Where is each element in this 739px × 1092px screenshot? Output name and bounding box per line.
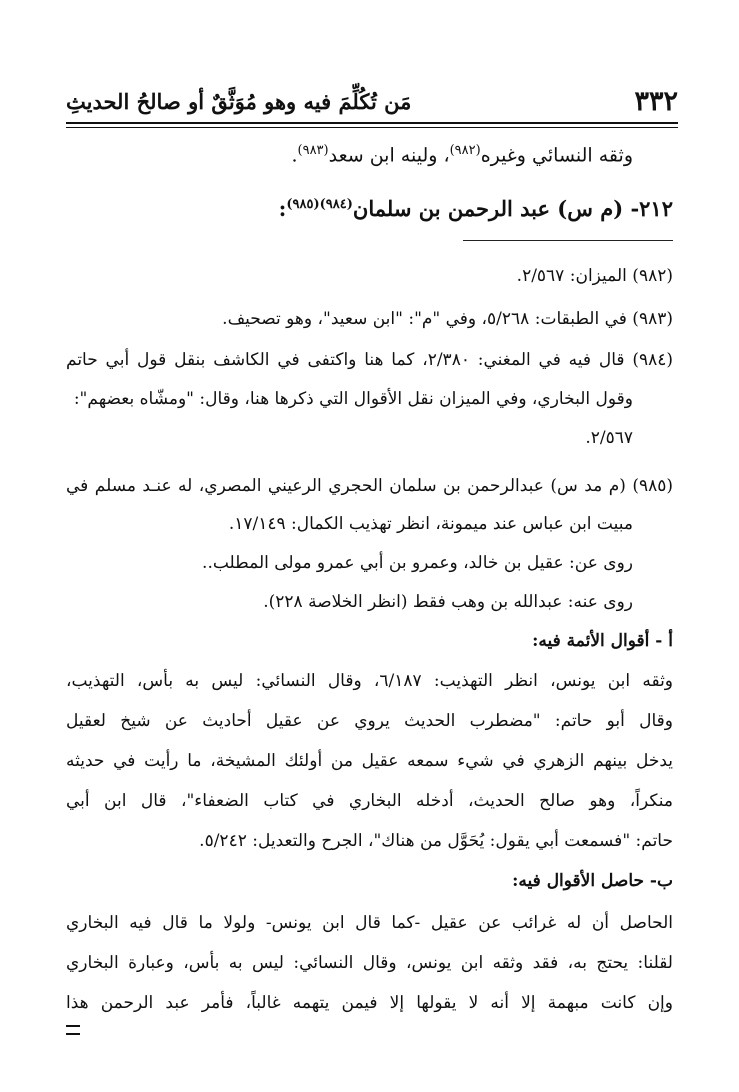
section-a-line: حاتم: "فسمعت أبي يقول: يُحَوَّل من هناك"، الجرح والتعديل: ٥/٢٤٢.: [199, 831, 673, 851]
section-a-line: وثقه ابن يونس، انظر التهذيب: ٦/١٨٧، وقال النسائي: ليس به بأس، التهذيب،: [66, 671, 674, 691]
entry-text: وثقه النسائي وغيره: [480, 144, 633, 167]
entry-text-line: [291, 143, 633, 166]
footnote-ref-982: (٩٨٢): [449, 143, 481, 158]
footnote-refs-984-985: (٩٨٤)(٩٨٥): [286, 197, 353, 212]
footnote-ref-983: (٩٨٣): [297, 143, 329, 158]
section-a-line: وقال أبو حاتم: "مضطرب الحديث يروي عن عقيل أحاديث عن شيخ لعقيل: [66, 711, 673, 731]
entry-text-mid: ، ولينه ابن سعد: [328, 144, 450, 167]
footnote-984-line: ٢/٥٦٧.: [585, 428, 633, 448]
footnote-983: (٩٨٣) في الطبقات: ٥/٢٦٨، وفي "م": "ابن سعيد"، وهو تصحيف.: [222, 309, 673, 329]
section-b-line: لقلنا: يحتج به، فقد وثقه ابن يونس، وقال النسائي: ليس به بأس، وعبارة البخاري: [66, 953, 673, 973]
footnote-982: (٩٨٢) الميزان: ٢/٥٦٧.: [516, 266, 673, 286]
footnote-divider: [463, 240, 673, 241]
header-rule-thin: [66, 127, 678, 128]
footnote-985-line: (٩٨٥) (م مد س) عبدالرحمن بن سلمان الحجري الرعيني المصري، له عنـد مسلم في: [66, 476, 673, 496]
footnote-984-line: وقول البخاري، وفي الميزان نقل الأقوال التي ذكرها هنا، وقال: "ومشّاه بعضهم":: [73, 389, 633, 409]
page-header: [66, 82, 678, 120]
section-b-line: وإن كانت مبهمة إلا أنه لا يقولها إلا فيمن يتهمه غالباً، فأمر عبد الرحمن هذا: [66, 993, 673, 1013]
footnote-985-line: روى عن: عقيل بن خالد، وعمرو بن أبي عمرو مولى المطلب..: [202, 553, 633, 573]
page-number: ٣٣٢: [634, 85, 678, 117]
section-a-title: أ - أقوال الأئمة فيه:: [532, 631, 673, 651]
footnote-985-line: مبيت ابن عباس عند ميمونة، انظر تهذيب الكمال: ١٧/١٤٩.: [228, 514, 633, 534]
entry-text-end: .: [291, 144, 298, 167]
section-a-line: منكراً، وهو صالح الحديث، أدخله البخاري في كتاب الضعفاء"، قال ابن أبي: [66, 791, 673, 811]
footnote-985-line: روى عنه: عبدالله بن وهب فقط (انظر الخلاصة ٢٢٨).: [263, 592, 633, 612]
entry-title-text: ٢١٢- (م س) عبد الرحمن بن سلمان: [352, 196, 673, 221]
continuation-mark: [66, 1025, 80, 1035]
footnote-984-line: (٩٨٤) قال فيه في المغني: ٢/٣٨٠، كما هنا واكتفى في الكاشف بنقل قول أبي حاتم: [66, 350, 674, 370]
running-title: مَن تُكُلِّمَ فيه وهو مُوَثَّقٌ أو صالحُ الحديثِ: [66, 88, 412, 114]
entry-title: [279, 196, 673, 221]
section-a-line: يدخل بينهم الزهري في شيء سمعه عقيل من أولئك المشيخة، ما رأيت في حديثه: [66, 751, 673, 771]
header-rule: [66, 122, 678, 124]
section-b-title: ب- حاصل الأقوال فيه:: [512, 871, 673, 891]
section-b-line: الحاصل أن له غرائب عن عقيل -كما قال ابن يونس- ولولا ما قال فيه البخاري: [66, 913, 673, 933]
entry-title-end: :: [278, 196, 287, 221]
